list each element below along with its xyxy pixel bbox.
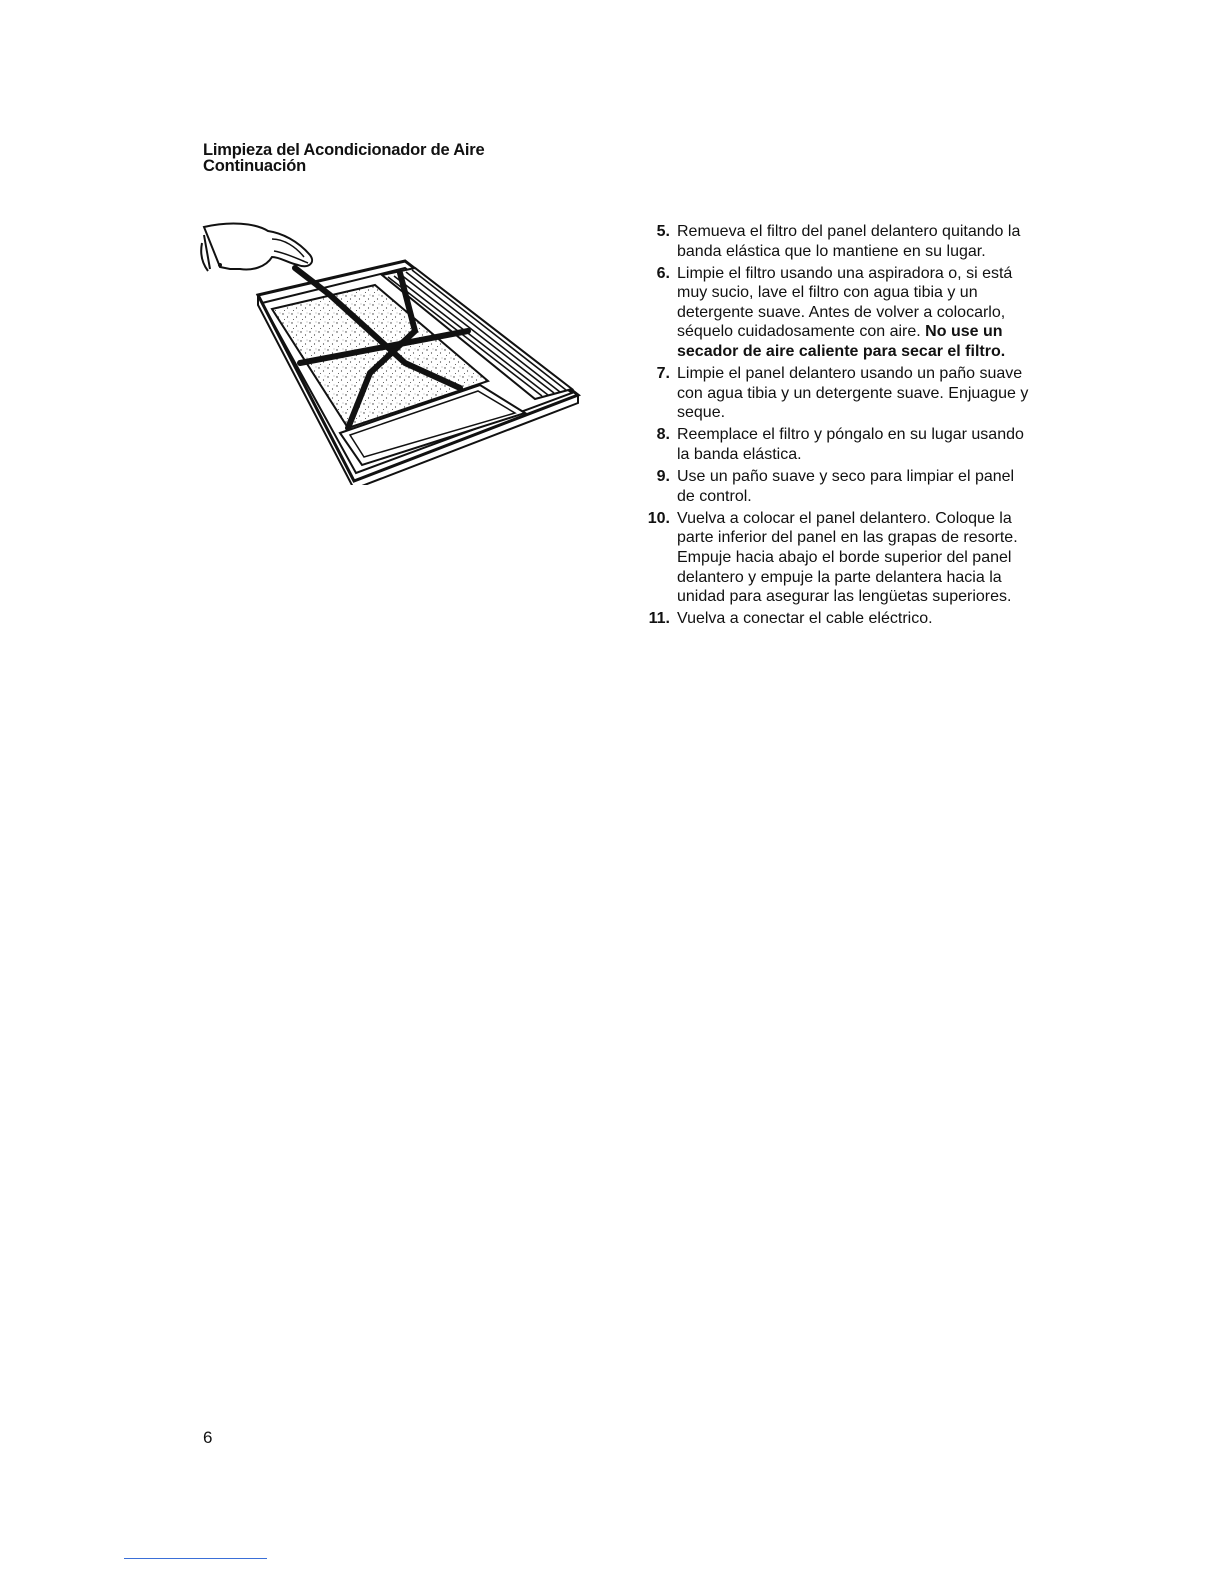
heading-title: Limpieza del Acondicionador de Aire [203,141,485,159]
footer-rule [124,1558,267,1559]
list-item [636,364,1036,423]
step-number: 8. [656,426,670,444]
step-number: 5. [656,223,670,240]
step-text: Limpie el filtro usando una aspiradora o, si está muy sucio, lave el filtro con agua tibia y un detergente suave. Antes de volver a colocarlo, séquelo cuidadosamente con aire. [677,264,1013,341]
step-text: Reemplace el filtro y póngalo en su lugar usando la banda elástica. [677,426,1024,464]
section-heading [203,142,485,174]
step-text: Remueva el filtro del panel delantero quitando la banda elástica que lo mantiene en su lugar. [677,223,1021,260]
filter-removal-illustration [200,213,582,485]
step-text: Vuelva a conectar el cable eléctrico. [677,610,933,628]
step-number: 11. [648,610,670,628]
step-text: Vuelva a colocar el panel delantero. Coloque la parte inferior del panel en las grapas de resorte. Empuje hacia abajo el borde superior del panel delantero y empuje la parte delantera hacia la unidad para asegurar las lengüetas superiores. [677,509,1018,606]
list-item [636,467,1036,506]
page-number: 6 [203,1428,213,1447]
list-item [636,509,1036,607]
step-text: Limpie el panel delantero usando un paño suave con agua tibia y un detergente suave. Enjuague y seque. [677,365,1029,422]
list-item [636,425,1036,464]
step-number: 7. [656,365,670,383]
step-text: Use un paño suave y seco para limpiar el panel de control. [677,468,1015,505]
step-number: 9. [656,468,670,486]
step-number: 10. [647,509,670,527]
list-item [636,222,1036,261]
heading-subtitle: Continuación [203,157,307,175]
step-warning: No use un secador de aire caliente para secar el filtro. [677,323,1006,361]
cleaning-steps-list [636,222,1036,631]
list-item [636,609,1036,629]
step-number: 6. [656,264,670,282]
list-item [636,264,1036,362]
